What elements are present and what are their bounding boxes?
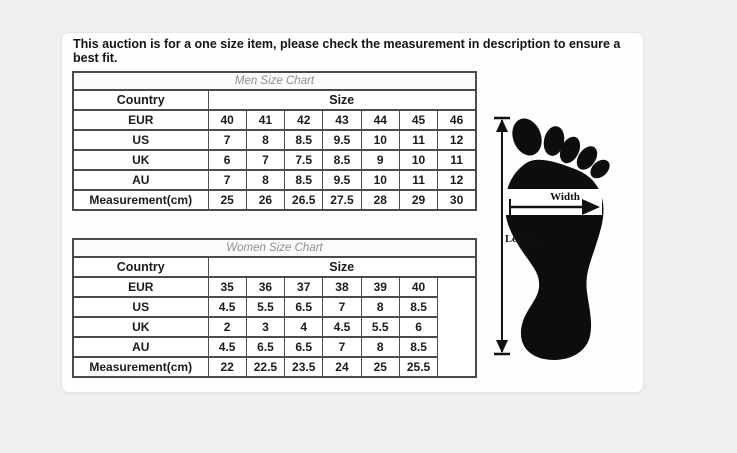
size-cell: 22.5 bbox=[246, 357, 284, 377]
row-label: EUR bbox=[73, 277, 208, 297]
size-cell: 25.5 bbox=[399, 357, 437, 377]
size-cell: 24 bbox=[323, 357, 361, 377]
size-cell: 8.5 bbox=[399, 297, 437, 317]
size-cell: 9.5 bbox=[323, 130, 361, 150]
women-chart-title: Women Size Chart bbox=[73, 239, 476, 257]
size-row bbox=[73, 170, 476, 190]
size-cell: 43 bbox=[323, 110, 361, 130]
row-label: US bbox=[73, 297, 208, 317]
row-label: UK bbox=[73, 317, 208, 337]
row-label: AU bbox=[73, 337, 208, 357]
size-header: Size bbox=[208, 257, 476, 277]
row-label: AU bbox=[73, 170, 208, 190]
size-cell: 27.5 bbox=[323, 190, 361, 210]
auction-notice: This auction is for a one size item, please check the measurement in description to ensure a best fit. bbox=[73, 37, 621, 65]
size-cell: 3 bbox=[246, 317, 284, 337]
size-cell: 5.5 bbox=[246, 297, 284, 317]
size-row bbox=[73, 110, 476, 130]
row-label: Measurement(cm) bbox=[73, 357, 208, 377]
size-cell: 6.5 bbox=[285, 337, 323, 357]
country-header: Country bbox=[73, 90, 208, 110]
row-label: Measurement(cm) bbox=[73, 190, 208, 210]
table-header-row bbox=[73, 90, 476, 110]
size-cell: 36 bbox=[246, 277, 284, 297]
empty-cell bbox=[438, 277, 476, 377]
size-cell: 7.5 bbox=[285, 150, 323, 170]
size-header: Size bbox=[208, 90, 476, 110]
table-title-row bbox=[73, 72, 476, 90]
size-cell: 25 bbox=[361, 357, 399, 377]
size-cell: 37 bbox=[285, 277, 323, 297]
table-header-row bbox=[73, 257, 476, 277]
size-cell: 11 bbox=[399, 130, 437, 150]
size-cell: 8.5 bbox=[285, 170, 323, 190]
size-cell: 26.5 bbox=[285, 190, 323, 210]
country-header: Country bbox=[73, 257, 208, 277]
size-cell: 4 bbox=[285, 317, 323, 337]
size-cell: 42 bbox=[285, 110, 323, 130]
size-row bbox=[73, 317, 476, 337]
size-cell: 4.5 bbox=[208, 337, 246, 357]
men-size-table bbox=[72, 71, 477, 211]
size-cell: 10 bbox=[399, 150, 437, 170]
size-cell: 40 bbox=[208, 110, 246, 130]
size-cell: 23.5 bbox=[285, 357, 323, 377]
size-cell: 26 bbox=[246, 190, 284, 210]
size-row bbox=[73, 297, 476, 317]
size-row bbox=[73, 190, 476, 210]
size-cell: 8.5 bbox=[399, 337, 437, 357]
size-cell: 7 bbox=[208, 170, 246, 190]
size-cell: 25 bbox=[208, 190, 246, 210]
size-cell: 5.5 bbox=[361, 317, 399, 337]
size-cell: 10 bbox=[361, 130, 399, 150]
width-label: Width bbox=[550, 191, 580, 203]
size-cell: 4.5 bbox=[208, 297, 246, 317]
women-size-table bbox=[72, 238, 477, 378]
size-cell: 9 bbox=[361, 150, 399, 170]
size-cell: 44 bbox=[361, 110, 399, 130]
size-cell: 8.5 bbox=[323, 150, 361, 170]
width-arrow-icon bbox=[504, 189, 602, 215]
size-cell: 29 bbox=[399, 190, 437, 210]
size-cell: 30 bbox=[438, 190, 476, 210]
table-title-row bbox=[73, 239, 476, 257]
size-cell: 12 bbox=[438, 170, 476, 190]
size-cell: 6.5 bbox=[246, 337, 284, 357]
size-cell: 45 bbox=[399, 110, 437, 130]
size-cell: 41 bbox=[246, 110, 284, 130]
size-cell: 8 bbox=[361, 337, 399, 357]
size-cell: 2 bbox=[208, 317, 246, 337]
size-cell: 22 bbox=[208, 357, 246, 377]
size-cell: 6 bbox=[208, 150, 246, 170]
size-row bbox=[73, 130, 476, 150]
men-chart-title: Men Size Chart bbox=[73, 72, 476, 90]
size-row bbox=[73, 277, 476, 297]
size-cell: 8 bbox=[361, 297, 399, 317]
size-cell: 39 bbox=[361, 277, 399, 297]
size-cell: 46 bbox=[438, 110, 476, 130]
size-cell: 7 bbox=[246, 150, 284, 170]
size-cell: 6.5 bbox=[285, 297, 323, 317]
size-row bbox=[73, 357, 476, 377]
row-label: EUR bbox=[73, 110, 208, 130]
size-cell: 11 bbox=[399, 170, 437, 190]
size-cell: 8.5 bbox=[285, 130, 323, 150]
size-cell: 7 bbox=[323, 297, 361, 317]
size-cell: 8 bbox=[246, 130, 284, 150]
size-row bbox=[73, 337, 476, 357]
foot-measurement-diagram bbox=[490, 106, 618, 368]
size-cell: 9.5 bbox=[323, 170, 361, 190]
size-cell: 40 bbox=[399, 277, 437, 297]
size-row bbox=[73, 150, 476, 170]
row-label: UK bbox=[73, 150, 208, 170]
size-cell: 38 bbox=[323, 277, 361, 297]
row-label: US bbox=[73, 130, 208, 150]
size-cell: 10 bbox=[361, 170, 399, 190]
size-cell: 4.5 bbox=[323, 317, 361, 337]
length-label: Length bbox=[505, 234, 538, 245]
size-cell: 11 bbox=[438, 150, 476, 170]
size-cell: 28 bbox=[361, 190, 399, 210]
size-cell: 6 bbox=[399, 317, 437, 337]
size-cell: 7 bbox=[323, 337, 361, 357]
size-cell: 35 bbox=[208, 277, 246, 297]
size-cell: 7 bbox=[208, 130, 246, 150]
size-cell: 12 bbox=[438, 130, 476, 150]
size-cell: 8 bbox=[246, 170, 284, 190]
